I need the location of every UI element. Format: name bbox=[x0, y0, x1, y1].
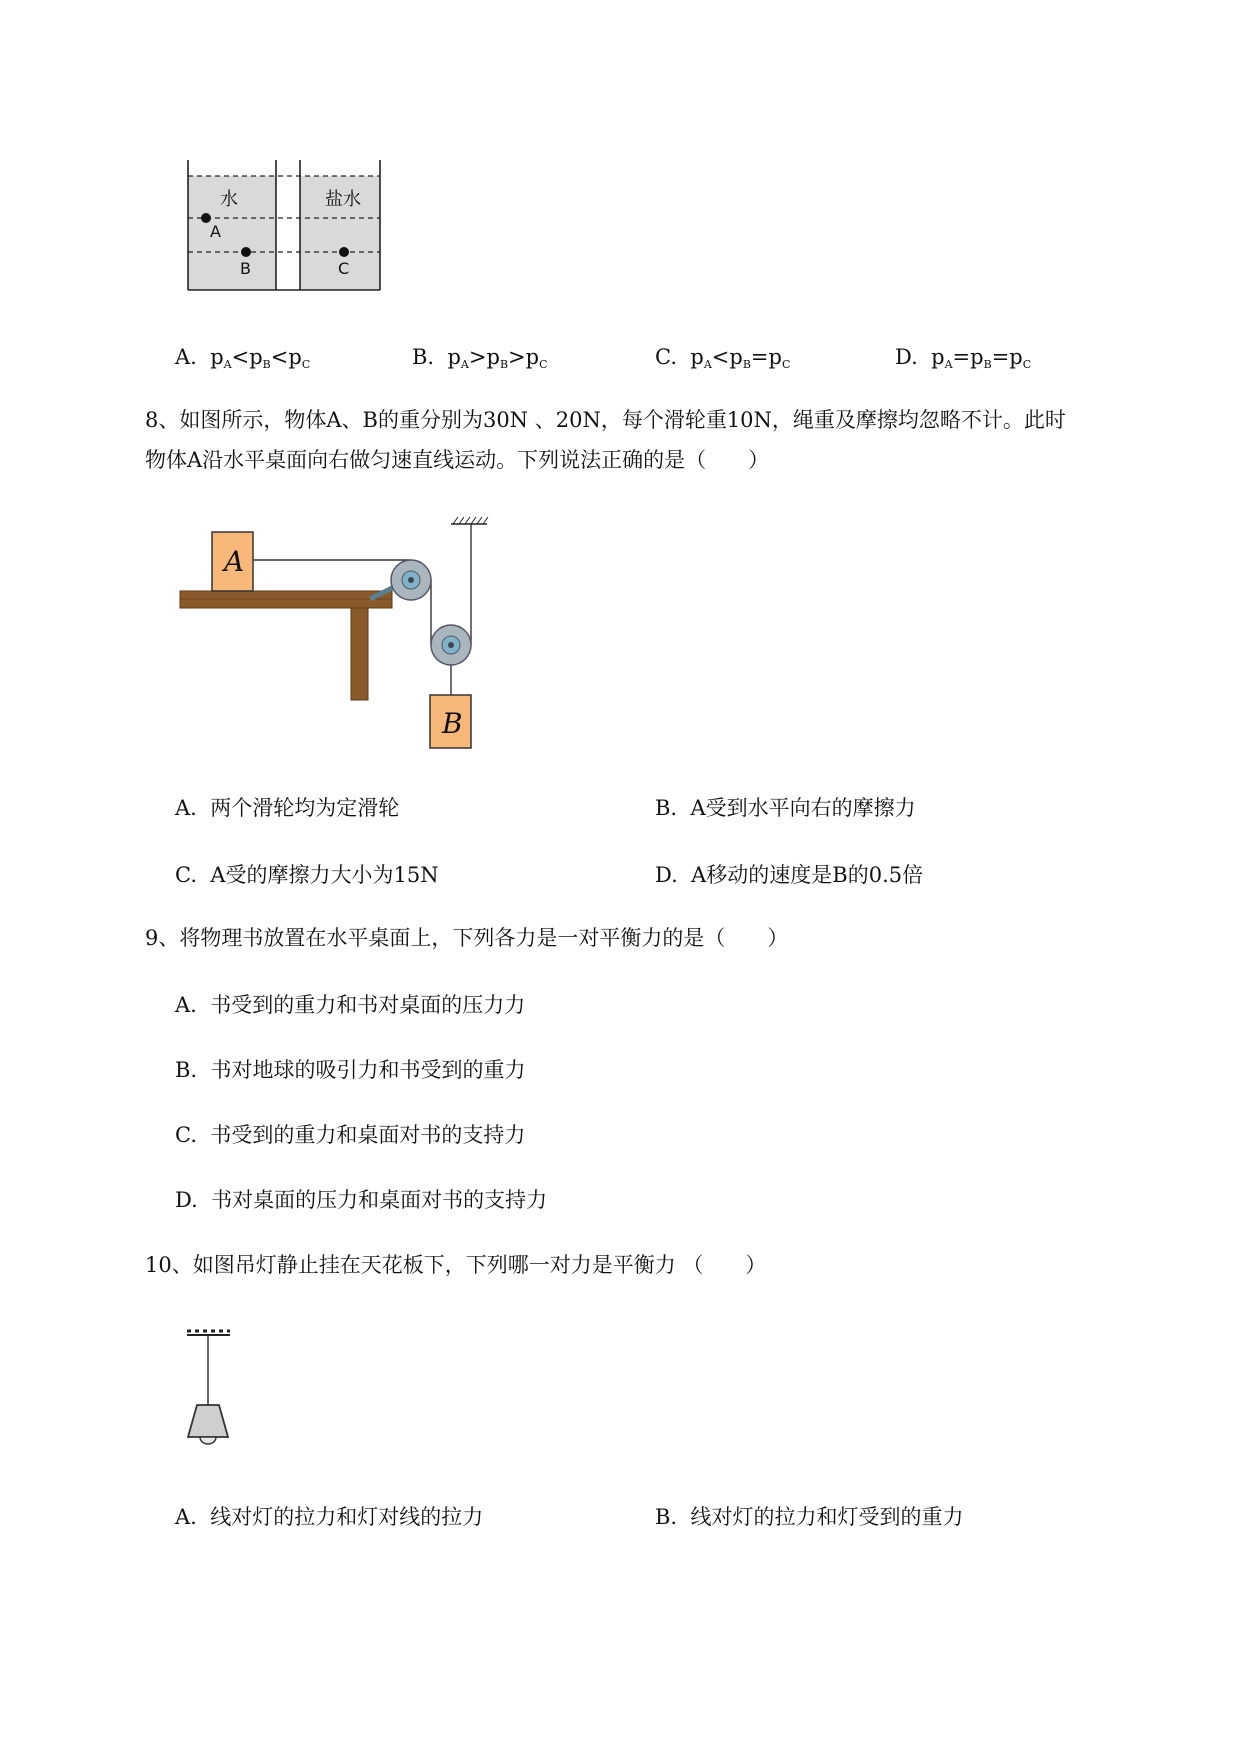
q10-option-b[interactable]: B. 线对灯的拉力和灯受到的重力 bbox=[655, 1505, 964, 1529]
point-b-label: B bbox=[240, 259, 251, 278]
q8-stem-line1: 8、如图所示，物体A、B的重分别为30N 、20N，每个滑轮重10N，绳重及摩擦均忽略不计。此时 bbox=[145, 408, 1066, 432]
q9-option-a[interactable]: A. 书受到的重力和书对桌面的压力力 bbox=[175, 993, 526, 1017]
q10-stem: 10、如图吊灯静止挂在天花板下，下列哪一对力是平衡力 （ ） bbox=[145, 1253, 767, 1277]
q8-option-d[interactable]: D. A移动的速度是B的0.5倍 bbox=[655, 863, 924, 887]
water-label: 水 bbox=[220, 189, 238, 210]
q8-option-a[interactable]: A. 两个滑轮均为定滑轮 bbox=[175, 796, 400, 820]
point-c-label: C bbox=[338, 259, 350, 278]
q9-option-b[interactable]: B. 书对地球的吸引力和书受到的重力 bbox=[175, 1058, 526, 1082]
lamp-bulb bbox=[200, 1437, 216, 1444]
q9-stem: 9、将物理书放置在水平桌面上，下列各力是一对平衡力的是（ ） bbox=[145, 926, 789, 950]
point-a-label: A bbox=[210, 222, 221, 241]
salt-water-label: 盐水 bbox=[325, 189, 361, 210]
q7-option-c[interactable]: C. $p_A<p_B=p_C$ bbox=[655, 345, 791, 371]
q10-option-a[interactable]: A. 线对灯的拉力和灯对线的拉力 bbox=[175, 1505, 484, 1529]
q9-option-c[interactable]: C. 书受到的重力和桌面对书的支持力 bbox=[175, 1123, 526, 1147]
q7-option-a[interactable]: A. $p_A<p_B<p_C$ bbox=[175, 345, 311, 371]
q8-option-c[interactable]: C. A受的摩擦力大小为15N bbox=[175, 863, 439, 887]
block-b-label: B bbox=[442, 707, 463, 740]
q10-lamp-figure bbox=[175, 1325, 245, 1450]
point-b-dot bbox=[241, 247, 251, 257]
q7-option-d[interactable]: D. $p_A=p_B=p_C$ bbox=[895, 345, 1032, 371]
q8-stem-line2: 物体A沿水平桌面向右做匀速直线运动。下列说法正确的是（ ） bbox=[145, 448, 770, 472]
q9-option-d[interactable]: D. 书对桌面的压力和桌面对书的支持力 bbox=[175, 1188, 548, 1212]
lamp-shade bbox=[188, 1405, 228, 1437]
q8-option-b[interactable]: B. A受到水平向右的摩擦力 bbox=[655, 796, 916, 820]
point-c-dot bbox=[339, 247, 349, 257]
block-a-label: A bbox=[224, 545, 245, 578]
q7-option-b[interactable]: B. $p_A>p_B>p_C$ bbox=[412, 345, 548, 371]
